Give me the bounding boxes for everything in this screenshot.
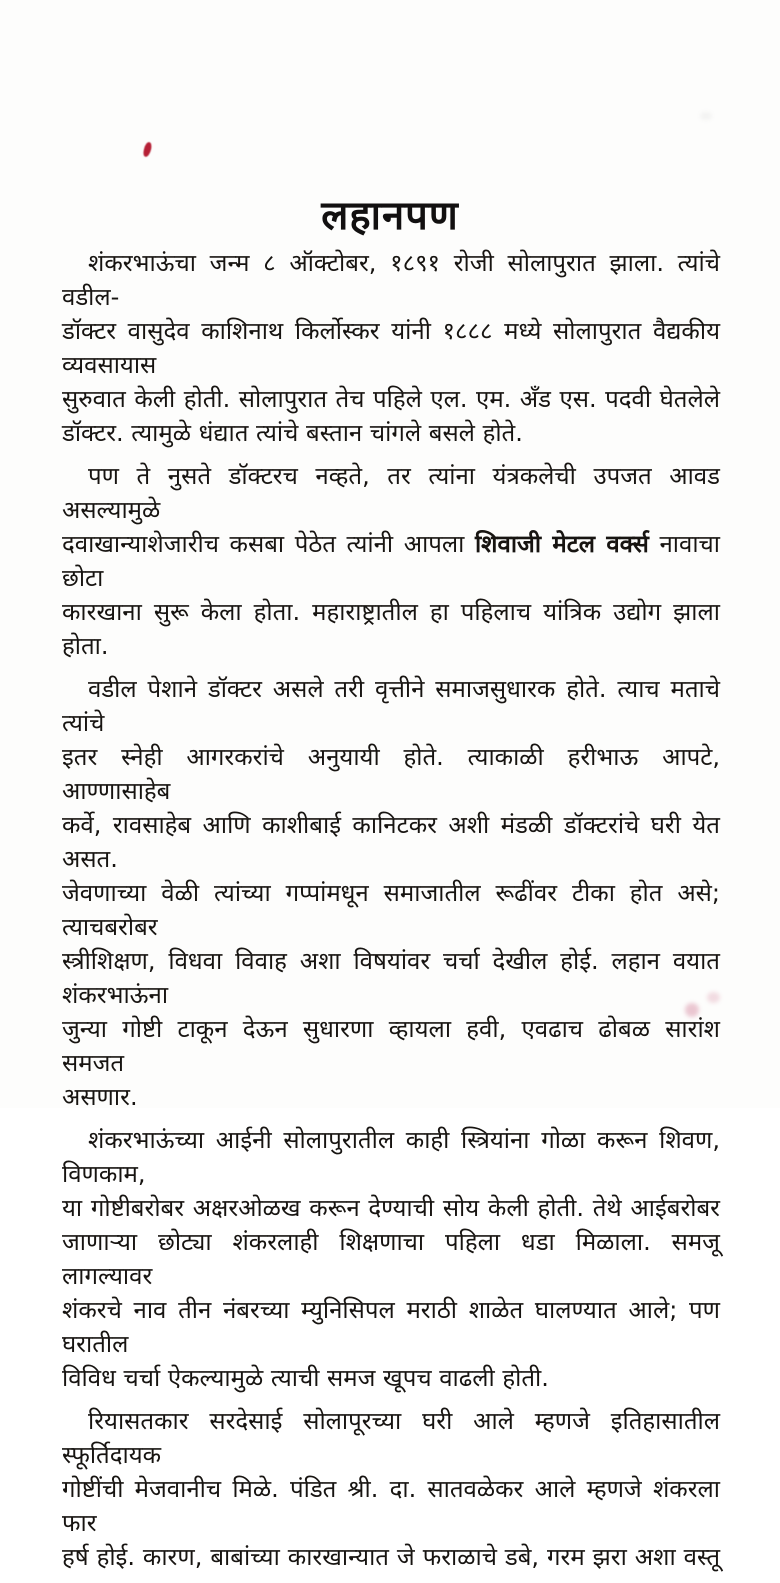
text-segment: जेवणाच्या वेळी त्यांच्या गप्पांमधून समाजातील रूढींवर टीका होत असे; त्याचबरोबर xyxy=(62,879,720,941)
text-segment: रियासतकार सरदेसाई सोलापूरच्या घरी आले म्हणजे इतिहासातील स्फूर्तिदायक xyxy=(62,1407,720,1469)
red-ink-mark xyxy=(143,141,153,157)
pink-smudge xyxy=(707,992,720,1003)
text-segment: विविध चर्चा ऐकल्यामुळे त्याची समज खूपच वाढली होती. xyxy=(62,1364,549,1392)
text-segment: कर्वे, रावसाहेब आणि काशीबाई कानिटकर अशी मंडळी डॉक्टरांचे घरी येत असत. xyxy=(62,811,720,873)
text-line xyxy=(62,876,720,944)
paragraph xyxy=(62,672,720,1114)
text-segment: शंकरभाऊंच्या आईनी सोलापुरातील काही स्त्रियांना गोळा करून शिवण, विणकाम, xyxy=(62,1126,720,1188)
text-segment: दवाखान्याशेजारीच कसबा पेठेत त्यांनी आपला xyxy=(62,530,475,558)
paragraph xyxy=(62,1404,720,1574)
text-line xyxy=(62,740,720,808)
text-segment: शंकरचे नाव तीन नंबरच्या म्युनिसिपल मराठी शाळेत घालण्यात आले; पण घरातील xyxy=(62,1296,720,1358)
text-segment: डॉक्टर. त्यामुळे धंद्यात त्यांचे बस्तान चांगले बसले होते. xyxy=(62,419,523,447)
text-line xyxy=(62,314,720,382)
text-line xyxy=(62,595,720,663)
text-segment: जाणाऱ्या छोट्या शंकरलाही शिक्षणाचा पहिला धडा मिळाला. समजू लागल्यावर xyxy=(62,1228,720,1290)
text-line xyxy=(62,1361,720,1395)
text-segment: जुन्या गोष्टी टाकून देऊन सुधारणा व्हायला हवी, एवढाच ढोबळ सारांश समजत xyxy=(62,1015,720,1077)
text-line xyxy=(62,1225,720,1293)
text-line xyxy=(62,1404,720,1472)
text-segment: कारखाना सुरू केला होता. महाराष्ट्रातील हा पहिलाच यांत्रिक उद्योग झाला होता. xyxy=(62,598,720,660)
text-segment: इतर स्नेही आगरकरांचे अनुयायी होते. त्याकाळी हरीभाऊ आपटे, आण्णासाहेब xyxy=(62,743,720,805)
chapter-title: लहानपण xyxy=(321,193,459,239)
text-line xyxy=(62,527,720,595)
text-line xyxy=(62,246,720,314)
text-line xyxy=(62,944,720,1012)
text-line xyxy=(62,459,720,527)
pink-smudge xyxy=(685,1003,699,1017)
text-segment: गोष्टींची मेजवानीच मिळे. पंडित श्री. दा. सातवळेकर आले म्हणजे शंकरला फार xyxy=(62,1475,720,1537)
text-line xyxy=(62,1191,720,1225)
text-segment: शंकरभाऊंचा जन्म ८ ऑक्टोबर, १८९१ रोजी सोलापुरात झाला. त्यांचे वडील- xyxy=(62,249,720,311)
text-line xyxy=(62,672,720,740)
text-line xyxy=(62,1540,720,1574)
text-line xyxy=(62,382,720,416)
paragraph xyxy=(62,1123,720,1395)
text-segment: सुरुवात केली होती. सोलापुरात तेच पहिले एल. एम. अँड एस. पदवी घेतलेले xyxy=(62,385,720,413)
bold-text: शिवाजी मेटल वर्क्स xyxy=(474,530,649,558)
text-segment: नावाचा छोटा xyxy=(62,530,720,592)
paragraph xyxy=(62,246,720,450)
text-line xyxy=(62,1472,720,1540)
text-segment: वडील पेशाने डॉक्टर असले तरी वृत्तीने समाजसुधारक होते. त्याच मताचे त्यांचे xyxy=(62,675,720,737)
text-line xyxy=(62,1080,720,1114)
text-line xyxy=(62,416,720,450)
page-text xyxy=(62,246,720,1583)
text-segment: असणार. xyxy=(62,1083,138,1111)
faint-smudge xyxy=(700,112,712,120)
text-line xyxy=(62,1293,720,1361)
text-segment: पण ते नुसते डॉक्टरच नव्हते, तर त्यांना यंत्रकलेची उपजत आवड असल्यामुळे xyxy=(62,462,720,524)
text-segment: या गोष्टीबरोबर अक्षरओळख करून देण्याची सोय केली होती. तेथे आईबरोबर xyxy=(62,1194,720,1222)
text-line xyxy=(62,1123,720,1191)
text-segment: हर्ष होई. कारण, बाबांच्या कारखान्यात जे फराळाचे डबे, गरम झरा अशा वस्तू xyxy=(62,1543,720,1571)
text-line xyxy=(62,808,720,876)
text-segment: स्त्रीशिक्षण, विधवा विवाह अशा विषयांवर चर्चा देखील होई. लहान वयात शंकरभाऊंना xyxy=(62,947,720,1009)
text-segment: डॉक्टर वासुदेव काशिनाथ किर्लोस्कर यांनी १८८८ मध्ये सोलापुरात वैद्यकीय व्यवसायास xyxy=(62,317,720,379)
text-line xyxy=(62,1012,720,1080)
paragraph xyxy=(62,459,720,663)
